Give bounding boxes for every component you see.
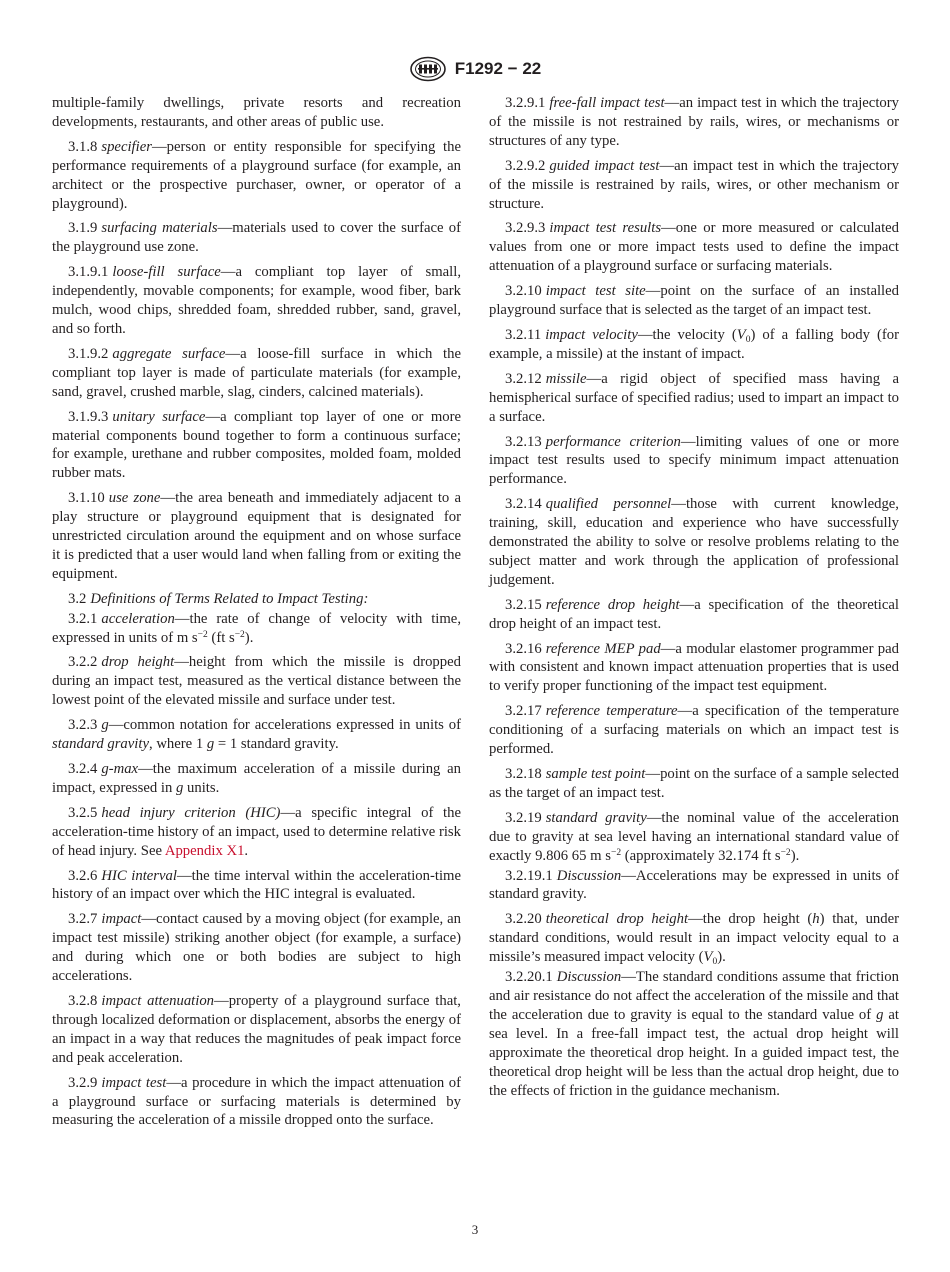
discussion-3-2-19-1: 3.2.19.1 Discussion—Accelerations may be expressed in units of standard gravity.	[489, 867, 899, 903]
discussion-3-2-20-1: 3.2.20.1 Discussion—The standard conditions assume that friction and air resistance do not affect the acceleration of the missile and that the acceleration due to gravity is equal to the standard value of g at sea level. In a free-fall impact test, the actual drop height will approximate the theoretical drop height. In a guided impact test, the theoretical drop height will be less than the actual drop height, due to the effects of friction in the guidance mechanism.	[489, 969, 899, 1099]
definition-3-2-17: 3.2.17 reference temperature—a specification of the temperature conditioning of a surfacing materials on which an impact test is performed.	[489, 703, 899, 758]
definition-3-2-14: 3.2.14 qualified personnel—those with current knowledge, training, skill, education and experience who have successfully demonstrated the ability to solve or resolve problems relating to the subject matter and work through the application of professional judgement.	[489, 496, 899, 588]
definition-3-1-9-2: 3.1.9.2 aggregate surface—a loose-fill surface in which the compliant top layer is made of particulate materials (for example, sand, gravel, crushed marble, slag, cinders, calcined materials).	[52, 345, 461, 400]
definition-3-2-15: 3.2.15 reference drop height—a specification of the theoretical drop height of an impact test.	[489, 596, 899, 632]
definition-3-2-9-3: 3.2.9.3 impact test results—one or more measured or calculated values from one or more impact tests used to define the impact attenuation of a playground surface or surfacing materials.	[489, 220, 900, 275]
definition-3-1-8: 3.1.8 specifier—person or entity responsible for specifying the performance requirements of a playground surface (for example, an architect or the prospective purchaser, owner, or operator of a playground).	[52, 138, 461, 212]
definition-3-2-7: 3.2.7 impact—contact caused by a moving object (for example, an impact test missile) striking another object (for example, a surface) and during which one or both bodies are subject to high accelerations.	[52, 911, 461, 985]
definition-3-2-20: 3.2.20 theoretical drop height—the drop height (h) that, under standard conditions, would result in an impact velocity equal to a missile’s measured impact velocity $(V_0)$.	[489, 911, 900, 968]
definition-3-2-9: 3.2.9 impact test—a procedure in which the impact attenuation of a playground surface or surfacing materials is determined by measuring the acceleration of a missile dropped onto the surface.	[52, 1074, 462, 1129]
definition-3-2-12: 3.2.12 missile—a rigid object of specified mass having a hemispherical surface of specified radius; used to impart an impact to a surface.	[489, 370, 899, 425]
definition-3-2-6: 3.2.6 HIC interval—the time interval within the acceleration-time history of an impact over which the HIC integral is evaluated.	[52, 867, 461, 903]
definition-3-1-9-1: 3.1.9.1 loose-fill surface—a compliant top layer of small, independently, movable components; for example, wood fiber, bark mulch, wood chips, shredded foam, shredded rubber, sand, gravel, and so forth.	[52, 264, 461, 337]
definition-3-2-9-2: 3.2.9.2 guided impact test—an impact test in which the trajectory of the missile is restrained by rails, wires, or other mechanism or structure.	[489, 157, 899, 212]
definition-3-2-13: 3.2.13 performance criterion—limiting values of one or more impact test results used to specify minimum impact attenuation performance.	[489, 433, 899, 488]
definition-3-2-8: 3.2.8 impact attenuation—property of a playground surface that, through localized deformation or displacement, absorbs the energy of an impact in a way that reduces the magnitudes of peak impact force and peak acceleration.	[52, 992, 461, 1066]
appendix-x1-link[interactable]: Appendix X1	[164, 842, 245, 859]
page-number: 3	[471, 1222, 479, 1237]
paragraph-continuation: multiple-family dwellings, private resorts and recreation developments, restaurants, and other areas of public use.	[52, 95, 461, 130]
definition-3-2-16: 3.2.16 reference MEP pad—a modular elastomer programmer pad with consistent and known impact attenuation properties that is used to verify proper functioning of the impact test equipment.	[489, 640, 899, 695]
definition-3-2-2: 3.2.2 drop height—height from which the missile is dropped during an impact test, measured as the vertical distance between the lowest point of the elevated missile and surface under test.	[52, 654, 461, 709]
definition-3-2-11: 3.2.11 impact velocity—the velocity $(V_0)$ of a falling body (for example, a missile) at the instant of impact.	[489, 326, 899, 362]
definition-3-2-3: 3.2.3 g—common notation for accelerations expressed in units of standard gravity, where 1 g = 1 standard gravity.	[52, 717, 461, 753]
definition-3-2-1: 3.2.1 acceleration—the rate of change of velocity with time, expressed in units of m $s^{-2}$ (ft $s^{-2}$).	[52, 610, 461, 646]
definition-3-2-5: 3.2.5 head injury criterion (HIC)—a specific integral of the acceleration-time history of an impact, used to determine relative risk of head injury. See Appendix X1.	[52, 804, 461, 859]
definition-3-2-19: 3.2.19 standard gravity—the nominal value of the acceleration due to gravity at sea level having an international standard value of exactly 9.806 65 m $s^{-2}$ (approximately 32.174 ft $s^{-2}$).	[489, 809, 900, 864]
section-heading-3-2: 3.2 Definitions of Terms Related to Impact Testing:	[68, 590, 369, 607]
standard-designation: F1292 − 22	[454, 59, 542, 78]
definition-3-2-18: 3.2.18 sample test point—point on the surface of a sample selected as the target of an impact test.	[489, 766, 899, 801]
definition-3-1-9: 3.1.9 surfacing materials—materials used to cover the surface of the playground use zone.	[52, 220, 461, 256]
left-column	[52, 94, 461, 1136]
definition-3-1-10: 3.1.10 use zone—the area beneath and immediately adjacent to a play structure or playground equipment that is designated for unrestricted circulation around the equipment and on whose surface it is predicted that a user would land when falling from or exiting the equipment.	[52, 490, 461, 582]
definition-3-1-9-3: 3.1.9.3 unitary surface—a compliant top layer of one or more material components bound together to form a continuous surface; for example, urethane and rubber composites, molded foam, molded rubber mats.	[52, 408, 461, 482]
definition-3-2-4: 3.2.4 g-max—the maximum acceleration of a missile during an impact, expressed in g units.	[52, 761, 461, 796]
page-header	[0, 54, 950, 84]
astm-logo-icon	[409, 56, 447, 82]
definition-3-2-9-1: 3.2.9.1 free-fall impact test—an impact test in which the trajectory of the missile is not restrained by rails, wires, or mechanisms or structures of any type.	[489, 95, 899, 149]
right-column	[489, 94, 899, 1106]
definition-3-2-10: 3.2.10 impact test site—point on the surface of an installed playground surface that is selected as the target of an impact test.	[489, 283, 899, 319]
